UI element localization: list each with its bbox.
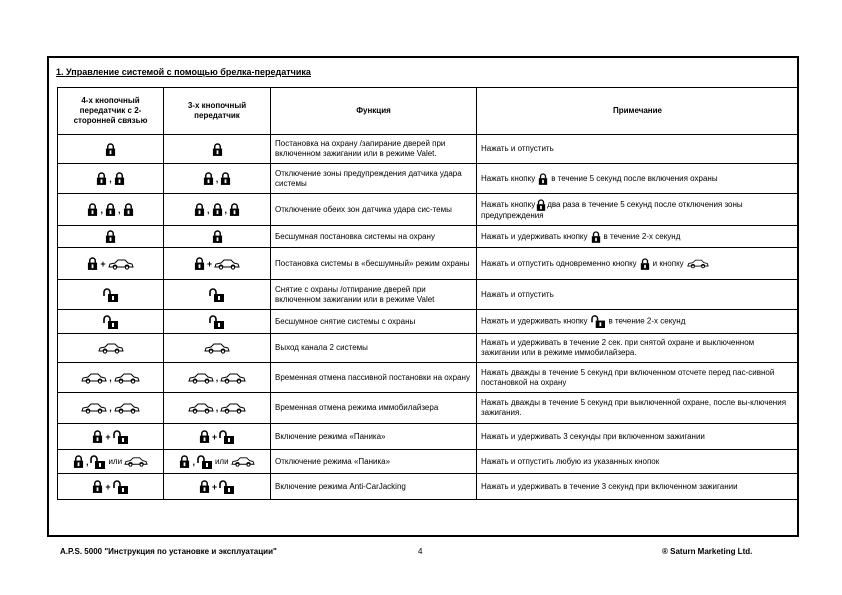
car-icon bbox=[220, 372, 246, 384]
cell-function: Отключение режима «Паника» bbox=[271, 450, 477, 474]
table-row bbox=[58, 424, 799, 450]
lock-icon bbox=[199, 430, 210, 443]
cell-3button bbox=[164, 310, 271, 334]
cell-note: Нажать дважды в течение 5 секунд при выключенной охране, после вы-ключения зажигания. bbox=[477, 393, 799, 424]
cell-3button bbox=[164, 334, 271, 363]
unlock-icon bbox=[219, 430, 235, 444]
note-text: и кнопку bbox=[652, 258, 684, 268]
car-icon bbox=[231, 456, 255, 467]
note-text: в течение 2-х секунд bbox=[603, 231, 681, 241]
header-function: Функция bbox=[271, 88, 477, 135]
cell-note bbox=[477, 310, 799, 334]
unlock-icon bbox=[209, 315, 225, 329]
comma-separator: , bbox=[118, 204, 121, 215]
note-text: в течение 2-х секунд bbox=[608, 316, 686, 326]
lock-icon bbox=[105, 203, 116, 216]
unlock-icon bbox=[103, 315, 119, 329]
or-separator: или bbox=[214, 456, 229, 466]
comma-separator: , bbox=[215, 403, 219, 413]
unlock-icon bbox=[90, 455, 106, 469]
lock-icon bbox=[212, 230, 223, 243]
cell-3button bbox=[164, 226, 271, 248]
cell-4button bbox=[58, 164, 164, 194]
table-row bbox=[58, 393, 799, 424]
car-icon bbox=[108, 258, 134, 270]
car-icon bbox=[204, 342, 230, 354]
cell-function: Включение режима Anti-CarJacking bbox=[271, 474, 477, 500]
cell-note bbox=[477, 194, 799, 226]
comma-separator: , bbox=[109, 403, 112, 413]
lock-icon bbox=[229, 203, 240, 216]
lock-icon bbox=[212, 143, 223, 156]
comma-separator: , bbox=[224, 204, 228, 215]
unlock-icon bbox=[113, 480, 129, 494]
section-title: 1. Управление системой с помощью брелка-передатчика bbox=[56, 67, 311, 77]
cell-note bbox=[477, 248, 799, 280]
cell-function: Бесшумное снятие системы с охраны bbox=[271, 310, 477, 334]
plus-separator: + bbox=[105, 431, 111, 442]
cell-3button bbox=[164, 393, 271, 424]
car-icon bbox=[98, 342, 124, 354]
table-row bbox=[58, 248, 799, 280]
lock-icon bbox=[92, 430, 103, 443]
unlock-icon bbox=[209, 288, 225, 302]
cell-function: Временная отмена режима иммобилайзера bbox=[271, 393, 477, 424]
lock-icon bbox=[212, 203, 223, 216]
car-icon bbox=[687, 258, 709, 269]
comma-separator: , bbox=[109, 372, 112, 383]
unlock-icon bbox=[591, 315, 606, 328]
plus-separator: + bbox=[206, 258, 213, 269]
lock-icon bbox=[591, 231, 601, 243]
car-icon bbox=[188, 402, 214, 414]
note-text: Нажать кнопку bbox=[481, 199, 536, 209]
cell-function: Отключение зоны предупреждения датчика удара системы bbox=[271, 164, 477, 194]
lock-icon bbox=[179, 455, 190, 468]
cell-4button bbox=[58, 334, 164, 363]
lock-icon bbox=[105, 230, 116, 243]
car-icon bbox=[114, 372, 140, 384]
lock-icon bbox=[123, 203, 134, 216]
lock-icon bbox=[87, 203, 98, 216]
lock-icon bbox=[114, 172, 125, 185]
cell-note: Нажать и удерживать в течение 2 сек. при снятой охране и выключенном зажигании или в режиме иммобилайзера. bbox=[477, 334, 799, 363]
cell-function: Включение режима «Паника» bbox=[271, 424, 477, 450]
lock-icon bbox=[92, 480, 103, 493]
table-row bbox=[58, 280, 799, 310]
comma-separator: , bbox=[192, 456, 195, 467]
comma-separator: , bbox=[109, 173, 112, 184]
remote-control-table bbox=[57, 87, 799, 500]
cell-4button bbox=[58, 280, 164, 310]
footer-copyright: ® Saturn Marketing Ltd. bbox=[662, 547, 753, 556]
lock-icon bbox=[194, 257, 205, 270]
table-row bbox=[58, 135, 799, 164]
plus-separator: + bbox=[211, 481, 218, 492]
cell-note bbox=[477, 226, 799, 248]
note-text: в течение 5 секунд после включения охраны bbox=[551, 173, 718, 183]
cell-3button bbox=[164, 363, 271, 393]
cell-4button bbox=[58, 363, 164, 393]
comma-separator: , bbox=[100, 204, 103, 215]
lock-icon bbox=[96, 172, 107, 185]
cell-3button bbox=[164, 194, 271, 226]
cell-note: Нажать и удерживать 3 секунды при включенном зажигании bbox=[477, 424, 799, 450]
car-icon bbox=[81, 372, 107, 384]
table-row bbox=[58, 226, 799, 248]
header-note: Примечание bbox=[477, 88, 799, 135]
cell-function: Временная отмена пассивной постановки на охрану bbox=[271, 363, 477, 393]
table-header-row bbox=[58, 88, 799, 135]
comma-separator: , bbox=[215, 173, 219, 184]
header-3button: 3-х кнопочный передатчик bbox=[164, 88, 271, 135]
cell-function: Снятие с охраны /отпирание дверей при включенном зажигании или в режиме Valet bbox=[271, 280, 477, 310]
table-row bbox=[58, 164, 799, 194]
footer-title: A.P.S. 5000 "Инструкция по установке и эксплуатации" bbox=[60, 547, 277, 556]
cell-4button bbox=[58, 474, 164, 500]
note-text: Нажать и отпустить одновременно кнопку bbox=[481, 258, 637, 268]
car-icon bbox=[220, 402, 246, 414]
lock-icon bbox=[220, 172, 231, 185]
cell-note: Нажать и отпустить любую из указанных кнопок bbox=[477, 450, 799, 474]
table-row bbox=[58, 474, 799, 500]
cell-4button bbox=[58, 135, 164, 164]
lock-icon bbox=[640, 258, 650, 270]
table-row bbox=[58, 194, 799, 226]
lock-icon bbox=[73, 455, 84, 468]
cell-4button bbox=[58, 226, 164, 248]
lock-icon bbox=[203, 172, 214, 185]
note-text: Нажать и удерживать кнопку bbox=[481, 231, 588, 241]
cell-3button bbox=[164, 135, 271, 164]
cell-function: Бесшумная постановка системы на охрану bbox=[271, 226, 477, 248]
cell-4button bbox=[58, 310, 164, 334]
lock-icon bbox=[105, 143, 116, 156]
cell-note bbox=[477, 164, 799, 194]
unlock-icon bbox=[219, 480, 235, 494]
lock-icon bbox=[536, 199, 546, 211]
cell-4button bbox=[58, 194, 164, 226]
car-icon bbox=[124, 456, 148, 467]
cell-3button bbox=[164, 280, 271, 310]
cell-function: Постановка на охрану /запирание дверей при включенном зажигании или в режиме Valet. bbox=[271, 135, 477, 164]
unlock-icon bbox=[113, 430, 129, 444]
comma-separator: , bbox=[85, 456, 89, 467]
cell-4button bbox=[58, 424, 164, 450]
cell-3button bbox=[164, 248, 271, 280]
note-text: Нажать кнопку bbox=[481, 173, 536, 183]
table-row bbox=[58, 450, 799, 474]
cell-4button bbox=[58, 393, 164, 424]
cell-3button bbox=[164, 474, 271, 500]
plus-separator: + bbox=[211, 431, 218, 442]
comma-separator: , bbox=[215, 372, 219, 383]
unlock-icon bbox=[103, 288, 119, 302]
header-4button: 4-х кнопочный передатчик с 2-сторонней связью bbox=[58, 88, 164, 135]
cell-note: Нажать и отпустить bbox=[477, 280, 799, 310]
note-text: Нажать и удерживать кнопку bbox=[481, 316, 588, 326]
cell-4button bbox=[58, 450, 164, 474]
table-row bbox=[58, 363, 799, 393]
table-row bbox=[58, 310, 799, 334]
plus-separator: + bbox=[100, 258, 106, 269]
comma-separator: , bbox=[206, 204, 210, 215]
cell-note: Нажать и отпустить bbox=[477, 135, 799, 164]
lock-icon bbox=[538, 173, 548, 185]
cell-function: Выход канала 2 системы bbox=[271, 334, 477, 363]
lock-icon bbox=[87, 257, 98, 270]
car-icon bbox=[214, 258, 240, 270]
cell-function: Отключение обеих зон датчика удара сис-темы bbox=[271, 194, 477, 226]
car-icon bbox=[114, 402, 140, 414]
table-row bbox=[58, 334, 799, 363]
cell-function: Постановка системы в «бесшумный» режим охраны bbox=[271, 248, 477, 280]
car-icon bbox=[81, 402, 107, 414]
plus-separator: + bbox=[105, 481, 111, 492]
or-separator: или bbox=[108, 456, 123, 466]
lock-icon bbox=[199, 480, 210, 493]
cell-4button bbox=[58, 248, 164, 280]
note-text: два раза в течение 5 секунд после отключения зоны предупреждения bbox=[481, 199, 743, 220]
page-number: 4 bbox=[418, 547, 423, 556]
cell-3button bbox=[164, 164, 271, 194]
cell-3button bbox=[164, 450, 271, 474]
unlock-icon bbox=[197, 455, 213, 469]
cell-note: Нажать и удерживать в течение 3 секунд при включенном зажигании bbox=[477, 474, 799, 500]
cell-note: Нажать дважды в течение 5 секунд при включенном отсчете перед пас-сивной постановкой на охрану bbox=[477, 363, 799, 393]
lock-icon bbox=[194, 203, 205, 216]
cell-3button bbox=[164, 424, 271, 450]
car-icon bbox=[188, 372, 214, 384]
